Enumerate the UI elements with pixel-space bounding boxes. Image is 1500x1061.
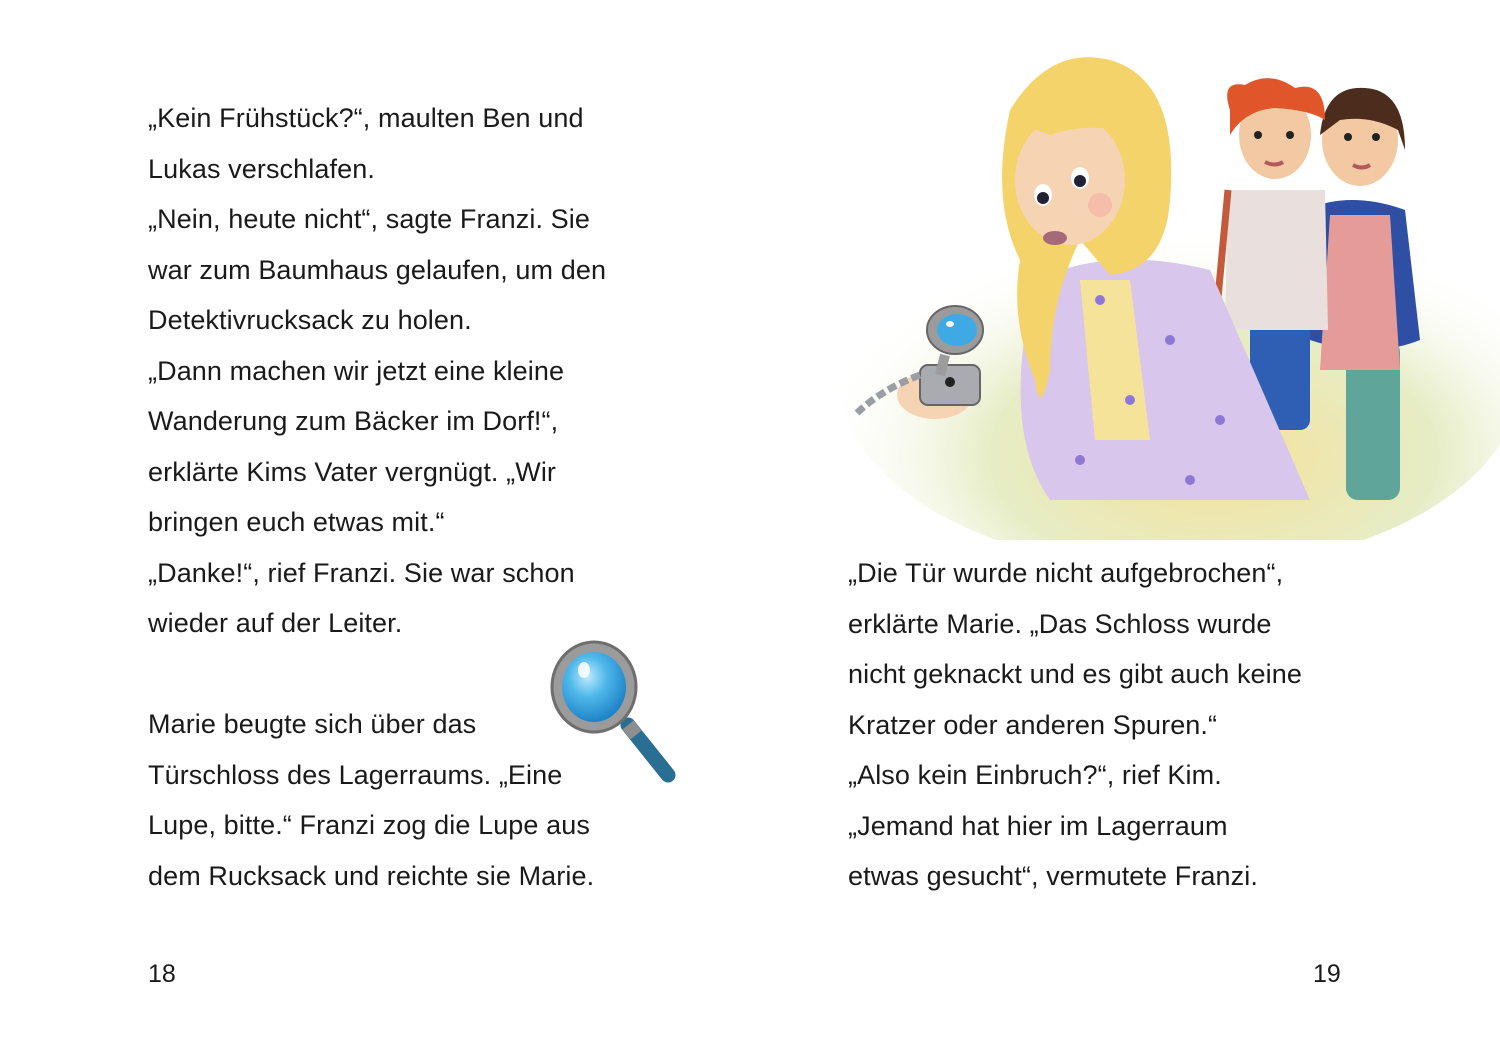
text-line: Lukas verschlafen. bbox=[148, 153, 375, 184]
text-line: Marie beugte sich über das bbox=[148, 709, 477, 739]
paragraph-2 bbox=[148, 699, 594, 901]
right-page bbox=[750, 0, 1500, 1061]
text-line: Wanderung zum Bäcker im Dorf!“, bbox=[148, 406, 559, 436]
text-line: war zum Baumhaus gelaufen, um den bbox=[148, 254, 607, 285]
text-line: wieder auf der Leiter. bbox=[148, 608, 403, 638]
text-line: „Dann machen wir jetzt eine kleine bbox=[148, 355, 565, 386]
text-line: „Also kein Einbruch?“, rief Kim. bbox=[848, 760, 1222, 790]
text-line: „Die Tür wurde nicht aufgebrochen“, bbox=[848, 558, 1284, 588]
text-line: Detektivrucksack zu holen. bbox=[148, 305, 472, 335]
text-line: Lupe, bitte.“ Franzi zog die Lupe aus bbox=[148, 810, 590, 840]
page-number: 18 bbox=[148, 960, 176, 988]
text-line: „Kein Frühstück?“, maulten Ben und bbox=[148, 103, 584, 133]
text-line: erklärte Marie. „Das Schloss wurde bbox=[848, 608, 1272, 639]
text-line: erklärte Kims Vater vergnügt. „Wir bbox=[148, 456, 557, 487]
text-line: „Nein, heute nicht“, sagte Franzi. Sie bbox=[148, 204, 591, 234]
story-illustration bbox=[750, 40, 1500, 540]
text-line: etwas gesucht“, vermutete Franzi. bbox=[848, 861, 1258, 891]
paragraph-1 bbox=[148, 93, 606, 649]
text-line: Kratzer oder anderen Spuren.“ bbox=[848, 709, 1218, 740]
text-line: bringen euch etwas mit.“ bbox=[148, 507, 445, 537]
text-line: nicht geknackt und es gibt auch keine bbox=[848, 659, 1302, 689]
magnifying-glass-icon bbox=[540, 640, 685, 790]
page-number: 19 bbox=[1313, 960, 1341, 988]
text-line: Türschloss des Lagerraums. „Eine bbox=[148, 759, 563, 790]
text-line: dem Rucksack und reichte sie Marie. bbox=[148, 860, 595, 891]
text-line: „Danke!“, rief Franzi. Sie war schon bbox=[148, 557, 575, 588]
text-line: „Jemand hat hier im Lagerraum bbox=[848, 810, 1228, 841]
paragraph-3 bbox=[848, 548, 1302, 902]
